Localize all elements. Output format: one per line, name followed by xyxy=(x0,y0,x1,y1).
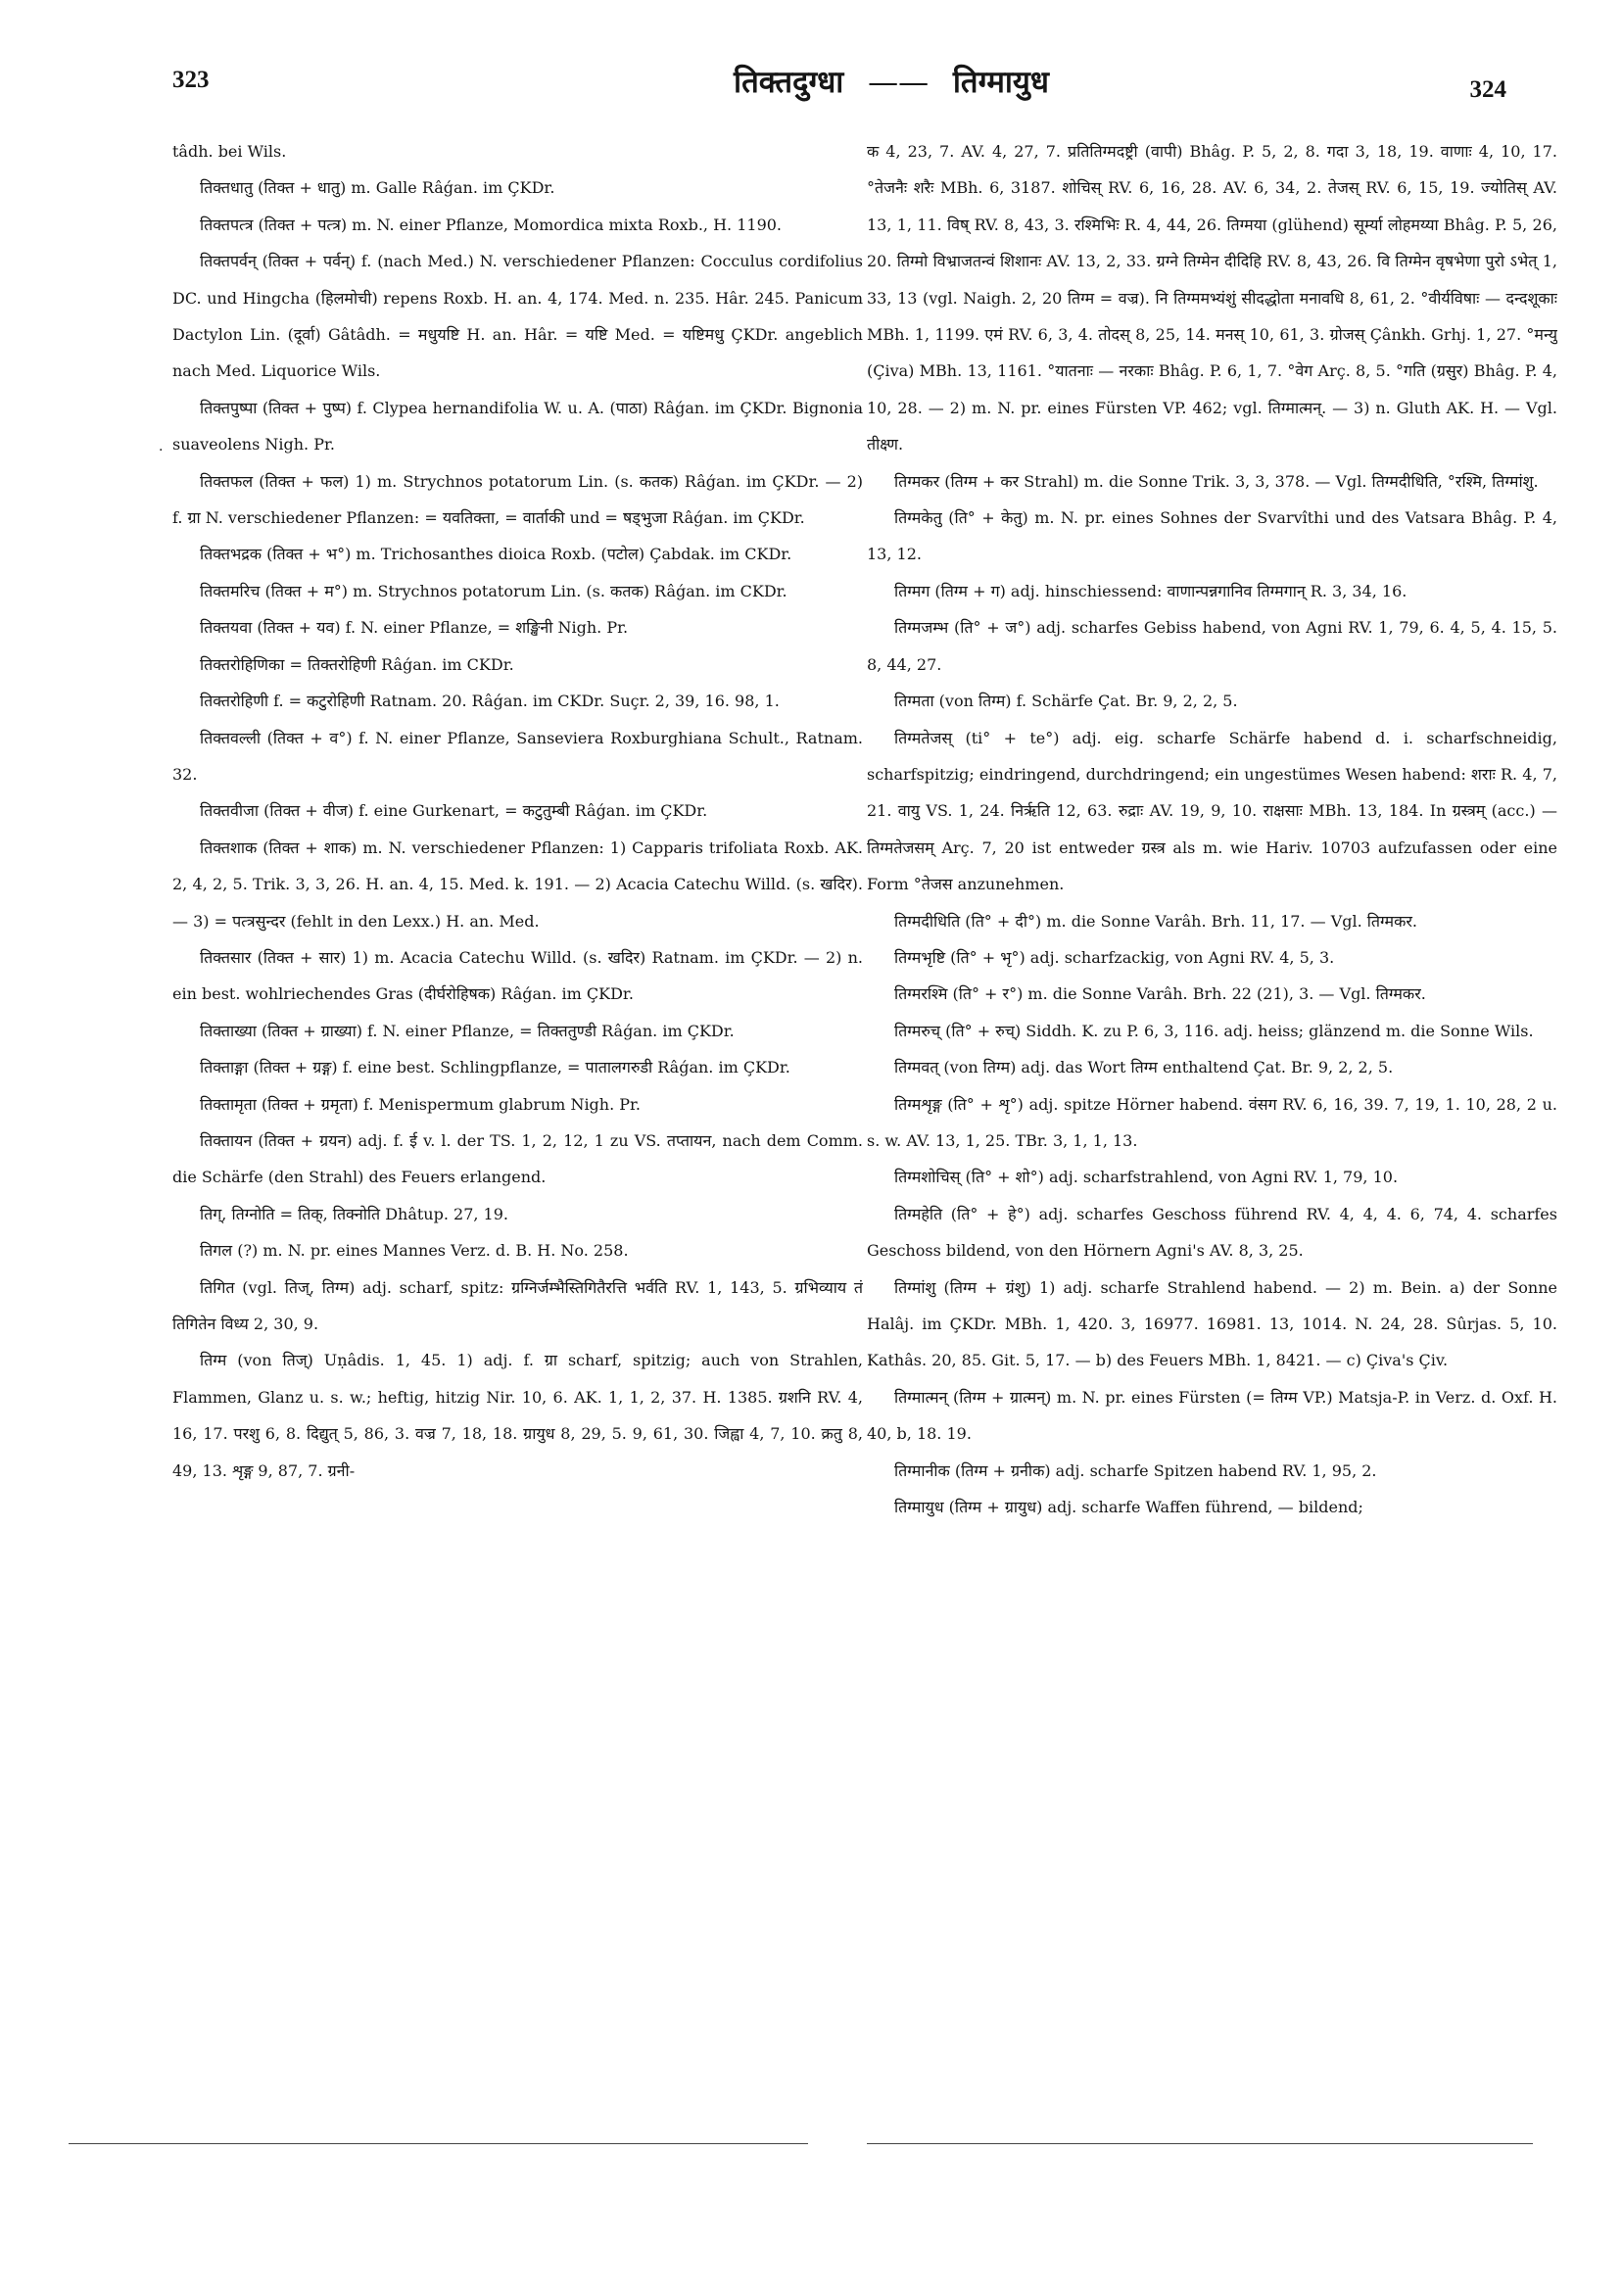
entry: तिग्मदीधिति (ति° + दी°) m. die Sonne Varâh. Brh. 11, 17. — Vgl. तिग्मकर. xyxy=(894,911,1418,931)
entry: तिग्मकेतु (ति° + केतु) m. N. pr. eines Sohnes der Svarvîthi und des Vatsara Bhâg. P. 4, 13, 12. xyxy=(867,508,1557,564)
footer-rule-right xyxy=(867,2143,1533,2144)
entry: तिक्तरोहिणिका = तिक्तरोहिणी Râǵan. im CKDr. xyxy=(200,654,514,674)
entry: तिक्तवल्ली (तिक्त + व°) f. N. einer Pflanze, Sanseviera Roxburghiana Schult., Ratnam. 32. xyxy=(172,728,863,784)
left-column xyxy=(172,133,863,2033)
margin-dot: · xyxy=(159,443,164,458)
footer-rule-left xyxy=(69,2143,808,2144)
page-number-left: 323 xyxy=(172,67,210,93)
entry: तिगल (?) m. N. pr. eines Mannes Verz. d. B. H. No. 258. xyxy=(200,1241,629,1261)
entry: तिग्मकर (तिग्म + कर Strahl) m. die Sonne Trik. 3, 3, 378. — Vgl. तिग्मदीधिति, °रश्मि, तिग्मांशु. xyxy=(894,471,1539,491)
entry: तिग्मता (von तिग्म) f. Schärfe Çat. Br. 9, 2, 2, 5. xyxy=(894,692,1238,711)
running-head-dash: —— xyxy=(868,65,930,100)
entry: तिक्तयवा (तिक्त + यव) f. N. einer Pflanze, = शङ्खिनी Nigh. Pr. xyxy=(200,618,629,638)
entry: क 4, 23, 7. AV. 4, 27, 7. प्रतितिग्मदष्ट्री (वापी) Bhâg. P. 5, 2, 8. गदा 3, 18, 19. वाणाः 4, 10, 17. °तेजनैः शरैः MBh. 6, 3187. शोचिस् RV. 6, 16, 28. AV. 6, 34, 2. तेजस् RV. 6, 15, 19. ज्योतिस् AV. 13, 1, 11. विष् RV. 8, 43, 3. रश्मिभिः R. 4, 44, 26. तिग्मया (glühend) सूर्म्या लोहमय्या Bhâg. P. 5, 26, 20. तिग्मो विभ्राजतन्वं शिशानः AV. 13, 2, 33. ग्रग्ने तिग्मेन दीदिहि RV. 8, 43, 26. वि तिग्मेन वृषभेणा पुरो ऽभेत् 1, 33, 13 (vgl. Naigh. 2, 20 तिग्म = वज्र). नि तिग्ममभ्यंशुं सीदद्धोता मनावधि 8, 61, 2. °वीर्यविषाः — दन्दशूकाः MBh. 1, 1199. एमं RV. 6, 3, 4. तोदस् 8, 25, 14. मनस् 10, 61, 3. ग्रोजस् Çânkh. Grhj. 1, 27. °मन्यु (Çiva) MBh. 13, 1161. °यातनाः — नरकाः Bhâg. P. 6, 1, 7. °वेग Arç. 8, 5. °गति (ग्रसुर) Bhâg. P. 4, 10, 28. — 2) m. N. pr. eines Fürsten VP. 462; vgl. तिग्मात्मन्. — 3) n. Gluth AK. H. — Vgl. तीक्ष्ण. xyxy=(867,142,1557,454)
entry: तिक्तसार (तिक्त + सार) 1) m. Acacia Catechu Willd. (s. खदिर) Ratnam. im ÇKDr. — 2) n. ein best. wohlriechendes Gras (दीर्घरोहिषक) Râǵan. im ÇKDr. xyxy=(172,947,863,1004)
entry: तिक्तधातु (तिक्त + धातु) m. Galle Râǵan. im ÇKDr. xyxy=(200,178,555,198)
entry: तिक्तरोहिणी f. = कटुरोहिणी Ratnam. 20. Râǵan. im CKDr. Suçr. 2, 39, 16. 98, 1. xyxy=(200,692,780,711)
entry: तिग्, तिग्नोति = तिक्, तिक्नोति Dhâtup. 27, 19. xyxy=(200,1204,508,1223)
page-header xyxy=(157,61,1528,116)
right-column xyxy=(867,133,1557,2033)
entry: तिक्तामृता (तिक्त + ग्रमृता) f. Menispermum glabrum Nigh. Pr. xyxy=(200,1094,642,1114)
entry: तिक्ताङ्गा (तिक्त + ग्रङ्ग) f. eine best. Schlingpflanze, = पातालगरुडी Râǵan. im ÇKDr. xyxy=(200,1058,790,1077)
entry: तिग्मवत् (von तिग्म) adj. das Wort तिग्म enthaltend Çat. Br. 9, 2, 2, 5. xyxy=(894,1058,1394,1077)
entry: तिग्मरुच् (ति° + रुच्) Siddh. K. zu P. 6, 3, 116. adj. heiss; glänzend m. die Sonne Wils. xyxy=(894,1021,1534,1040)
entry: तिक्तपर्वन् (तिक्त + पर्वन्) f. (nach Med.) N. verschiedener Pflanzen: Cocculus cordifolius DC. und Hingcha (हिलमोची) repens Roxb. H. an. 4, 174. Med. n. 235. Hâr. 245. Panicum Dactylon Lin. (दूर्वा) Gâtâdh. = मधुयष्टि H. an. Hâr. = यष्टि Med. = यष्टिमधु ÇKDr. angeblich nach Med. Liquorice Wils. xyxy=(172,252,863,381)
entry: तिग्मशोचिस् (ति° + शो°) adj. scharfstrahlend, von Agni RV. 1, 79, 10. xyxy=(894,1168,1399,1187)
entry: तिग्मरश्मि (ति° + र°) m. die Sonne Varâh. Brh. 22 (21), 3. — Vgl. तिग्मकर. xyxy=(894,984,1426,1004)
entry: तिक्तवीजा (तिक्त + वीज) f. eine Gurkenart, = कटुतुम्बी Râǵan. im ÇKDr. xyxy=(200,801,708,821)
entry: तिक्तपत्त्र (तिक्त + पत्त्र) m. N. einer Pflanze, Momordica mixta Roxb., H. 1190. xyxy=(200,215,783,234)
entry: तिग्मभृष्टि (ति° + भृ°) adj. scharfzackig, von Agni RV. 4, 5, 3. xyxy=(894,947,1335,967)
entry: तिग्मानीक (तिग्म + ग्रनीक) adj. scharfe Spitzen habend RV. 1, 95, 2. xyxy=(894,1460,1377,1480)
running-head-first-word: तिक्तदुग्धा xyxy=(734,65,844,100)
entry: तिक्तशाक (तिक्त + शाक) m. N. verschiedener Pflanzen: 1) Capparis trifoliata Roxb. AK. 2, 4, 2, 5. Trik. 3, 3, 26. H. an. 4, 15. Med. k. 191. — 2) Acacia Catechu Willd. (s. खदिर). — 3) = पत्त्रसुन्दर (fehlt in den Lexx.) H. an. Med. xyxy=(172,837,863,931)
entry: तिग्मायुध (तिग्म + ग्रायुध) adj. scharfe Waffen führend, — bildend; xyxy=(894,1498,1363,1517)
running-head xyxy=(705,61,1077,102)
entry: तिक्तमरिच (तिक्त + म°) m. Strychnos potatorum Lin. (s. कतक) Râǵan. im CKDr. xyxy=(200,581,787,600)
entry: तिग्मजम्भ (ति° + ज°) adj. scharfes Gebiss habend, von Agni RV. 1, 79, 6. 4, 5, 4. 15, 5. 8, 44, 27. xyxy=(867,618,1557,674)
entry: तिक्तफल (तिक्त + फल) 1) m. Strychnos potatorum Lin. (s. कतक) Râǵan. im ÇKDr. — 2) f. ग्रा N. verschiedener Pflanzen: = यवतिक्ता, = वार्ताकी und = षड्भुजा Râǵan. im ÇKDr. xyxy=(172,471,863,528)
running-head-last-word: तिग्मायुध xyxy=(952,65,1049,100)
entry: तिग्मात्मन् (तिग्म + ग्रात्मन्) m. N. pr. eines Fürsten (= तिग्म VP.) Matsja-P. in Verz. d. Oxf. H. 40, b, 18. 19. xyxy=(867,1387,1557,1444)
entry: तिग्मशृङ्ग (ति° + शृ°) adj. spitze Hörner habend. वंसग RV. 6, 16, 39. 7, 19, 1. 10, 28, 2 u. s. w. AV. 13, 1, 25. TBr. 3, 1, 1, 13. xyxy=(867,1094,1557,1150)
entry: तिगित (vgl. तिज्, तिग्म) adj. scharf, spitz: ग्रग्निर्जम्भैस्तिगितैरत्ति भर्वति RV. 1, 143, 5. ग्रभिव्याय तं तिगितेन विध्य 2, 30, 9. xyxy=(172,1277,863,1333)
entry: तिग्मांशु (तिग्म + ग्रंशु) 1) adj. scharfe Strahlend habend. — 2) m. Bein. a) der Sonne Halâj. im ÇKDr. MBh. 1, 420. 3, 16977. 16981. 13, 1014. N. 24, 28. Sûrjas. 5, 10. Kathâs. 20, 85. Git. 5, 17. — b) des Feuers MBh. 1, 8421. — c) Çiva's Çiv. xyxy=(867,1277,1557,1370)
entry: तिग्म (von तिज्) Uṇâdis. 1, 45. 1) adj. f. ग्रा scharf, spitzig; auch von Strahlen, Flammen, Glanz u. s. w.; heftig, hitzig Nir. 10, 6. AK. 1, 1, 2, 37. H. 1385. ग्रशनि RV. 4, 16, 17. परशु 6, 8. दिद्युत् 5, 86, 3. वज्र 7, 18, 18. ग्रायुध 8, 29, 5. 9, 61, 30. जिह्वा 4, 7, 10. क्रतु 8, 49, 13. शृङ्ग 9, 87, 7. ग्रनी- xyxy=(172,1351,863,1480)
entry: तिक्तपुष्पा (तिक्त + पुष्प) f. Clypea hernandifolia W. u. A. (पाठा) Râǵan. im ÇKDr. Bignonia suaveolens Nigh. Pr. xyxy=(172,398,863,454)
entry: तिग्महेति (ति° + हे°) adj. scharfes Geschoss führend RV. 4, 4, 4. 6, 74, 4. scharfes Geschoss bildend, von den Hörnern Agni's AV. 8, 3, 25. xyxy=(867,1204,1557,1261)
entry: तिक्तायन (तिक्त + ग्रयन) adj. f. ई v. l. der TS. 1, 2, 12, 1 zu VS. तप्तायन, nach dem Comm. die Schärfe (den Strahl) des Feuers erlangend. xyxy=(172,1130,863,1187)
entry: tâdh. bei Wils. xyxy=(172,142,287,161)
page-number-right: 324 xyxy=(1469,76,1506,103)
entry: तिक्ताख्या (तिक्त + ग्राख्या) f. N. einer Pflanze, = तिक्ततुण्डी Râǵan. im ÇKDr. xyxy=(200,1021,735,1040)
entry: तिग्मतेजस् (ti° + te°) adj. eig. scharfe Schärfe habend d. i. scharfschneidig, scharfspitzig; eindringend, durchdringend; ein ungestümes Wesen habend: शराः R. 4, 7, 21. वायु VS. 1, 24. निर्ऋति 12, 63. रुद्राः AV. 19, 9, 10. राक्षसाः MBh. 13, 184. In ग्रस्त्रम् (acc.) — तिग्मतेजसम् Arç. 7, 20 ist entweder ग्रस्त्र als m. wie Hariv. 10703 aufzufassen oder eine Form °तेजस anzunehmen. xyxy=(867,728,1557,894)
entry: तिक्तभद्रक (तिक्त + भ°) m. Trichosanthes dioica Roxb. (पटोल) Çabdak. im CKDr. xyxy=(200,545,792,564)
entry: तिग्मग (तिग्म + ग) adj. hinschiessend: वाणान्पन्नगानिव तिग्मगान् R. 3, 34, 16. xyxy=(894,581,1407,600)
